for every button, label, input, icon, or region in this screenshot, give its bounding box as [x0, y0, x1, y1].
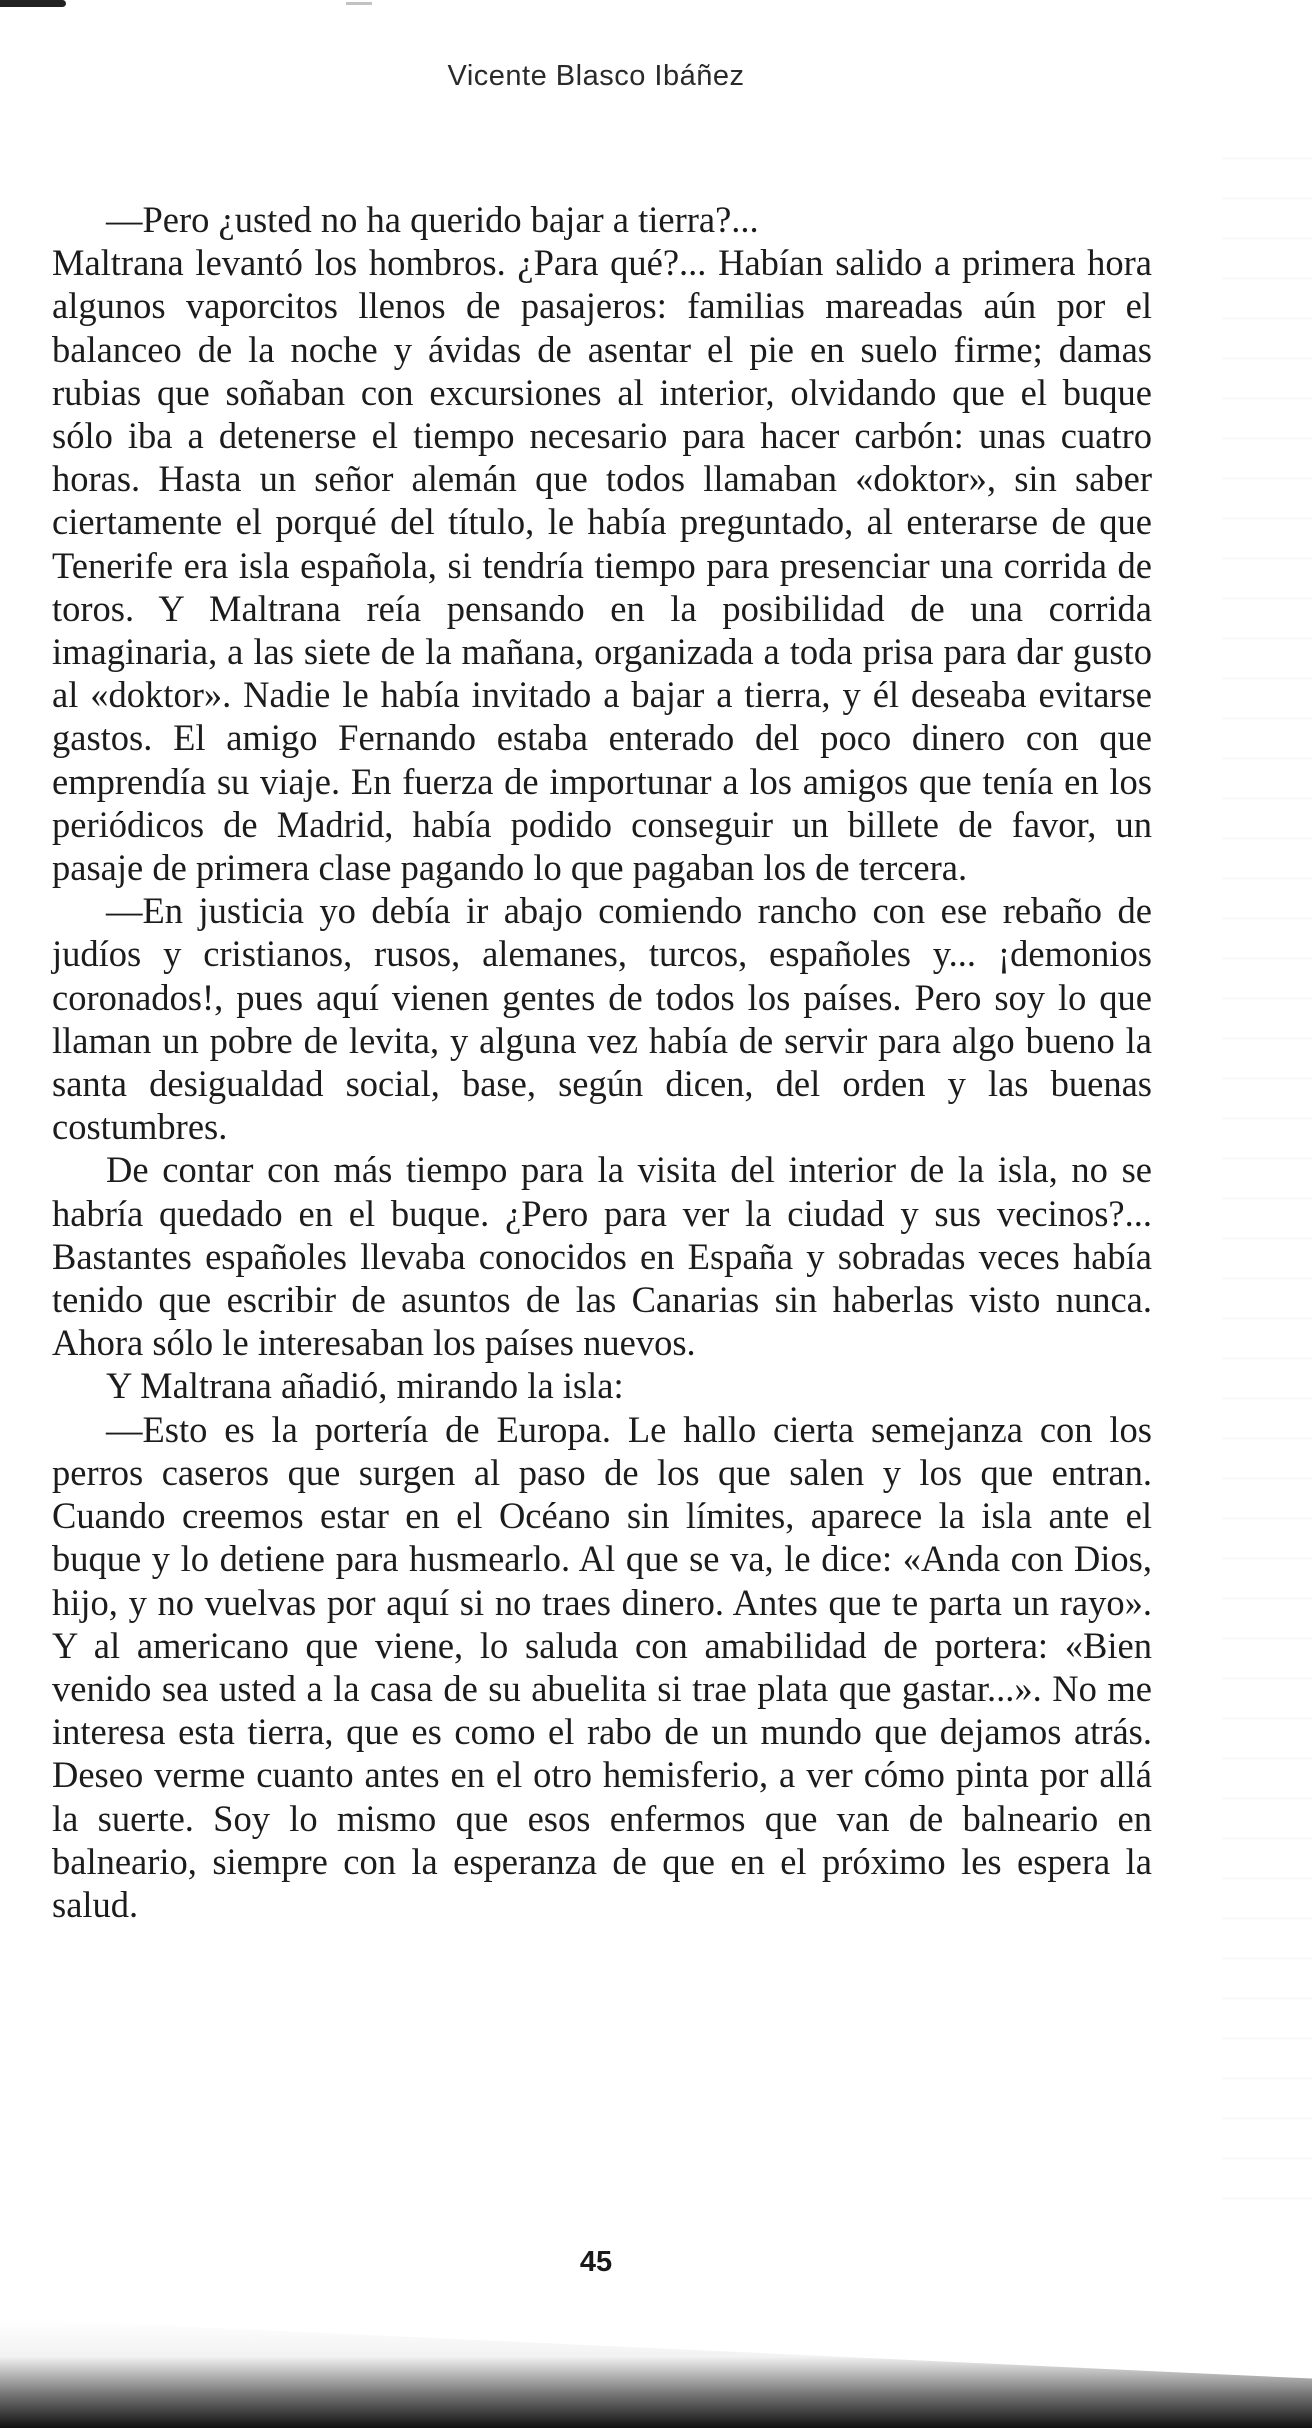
body-text	[52, 198, 1152, 1926]
paragraph-4: De contar con más tiempo para la visita del interior de la isla, no se habría quedado en el buque. ¿Pero para ver la ciudad y sus vecinos?... Bastantes españoles llevaba conocidos en España y sobradas veces había tenido que escribir de asuntos de las Canarias sin haberlas visto nunca. Ahora sólo le interesaban los países nuevos.	[52, 1149, 1152, 1364]
scan-edge-mark	[0, 0, 66, 7]
paragraph-2: Maltrana levantó los hombros. ¿Para qué?... Habían salido a primera hora algunos vaporcitos llenos de pasajeros: familias mareadas aún por el balanceo de la noche y ávidas de asentar el pie en suelo firme; damas rubias que soñaban con excursiones al interior, olvidando que el buque sólo iba a detenerse el tiempo necesario para hacer carbón: unas cuatro horas. Hasta un señor alemán que todos llamaban «doktor», sin saber ciertamente el porqué del título, le había preguntado, al enterarse de que Tenerife era isla española, si tendría tiempo para presenciar una corrida de toros. Y Maltrana reía pensando en la posibilidad de una corrida imaginaria, a las siete de la mañana, organizada a toda prisa para dar gusto al «doktor». Nadie le había invitado a bajar a tierra, y él deseaba evitarse gastos. El amigo Fernando estaba enterado del poco dinero con que emprendía su viaje. En fuerza de importunar a los amigos que tenía en los periódicos de Madrid, había podido conseguir un billete de favor, un pasaje de primera clase pagando lo que pagaban los de tercera.	[52, 242, 1152, 889]
page-edge-noise	[1222, 120, 1312, 2220]
paragraph-3: —En justicia yo debía ir abajo comiendo rancho con ese rebaño de judíos y cristianos, rusos, alemanes, turcos, españoles y... ¡demonios coronados!, pues aquí vienen gentes de todos los países. Pero soy lo que llaman un pobre de levita, y alguna vez había de servir para algo bueno la santa desigualdad social, base, según dicen, del orden y las buenas costumbres.	[52, 890, 1152, 1148]
scan-shadow	[0, 2318, 1312, 2428]
running-head: Vicente Blasco Ibáñez	[447, 60, 745, 92]
scan-speck	[346, 2, 372, 5]
paragraph-6: —Esto es la portería de Europa. Le hallo cierta semejanza con los perros caseros que surgen al paso de los que salen y los que entran. Cuando creemos estar en el Océano sin límites, aparece la isla ante el buque y lo detiene para husmearlo. Al que se va, le dice: «Anda con Dios, hijo, y no vuelvas por aquí si no traes dinero. Antes que te parta un rayo». Y al americano que viene, lo saluda con amabilidad de portera: «Bien venido sea usted a la casa de su abuelita si trae plata que gastar...». No me interesa esta tierra, que es como el rabo de un mundo que dejamos atrás. Deseo verme cuanto antes en el otro hemisferio, a ver cómo pinta por allá la suerte. Soy lo mismo que esos enfermos que van de balneario en balneario, siempre con la esperanza de que en el próximo les espera la salud.	[52, 1408, 1152, 1925]
page-number: 45	[579, 2246, 613, 2278]
paragraph-1: —Pero ¿usted no ha querido bajar a tierra?...	[106, 199, 759, 240]
paragraph-5: Y Maltrana añadió, mirando la isla:	[106, 1365, 624, 1407]
